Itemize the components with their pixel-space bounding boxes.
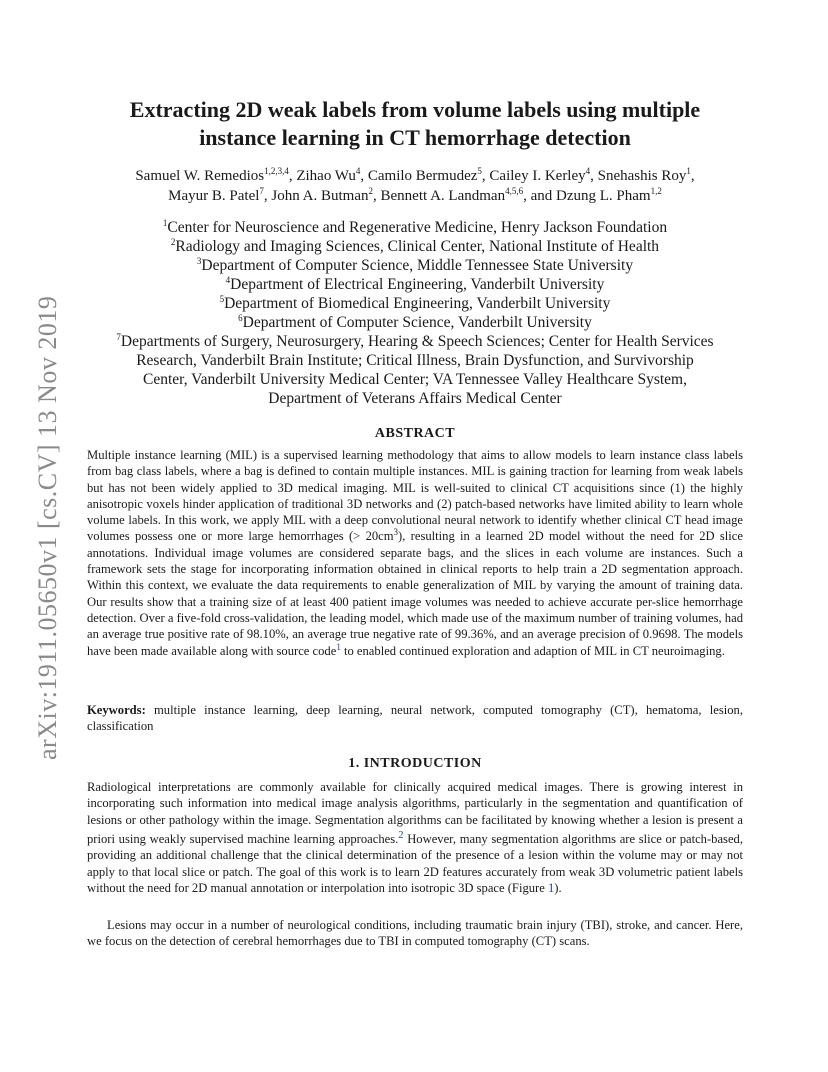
abstract-text: Multiple instance learning (MIL) is a supervised learning methodology that aims to allow models to learn instance class labels from bag class labels, where a bag is defined to contain multiple instances. MIL is gaining traction for learning from weak labels but has not been widely applied to 3D medical imaging. MIL is well-suited to clinical CT acquisitions since (1) the highly anisotropic voxels hinder application of traditional 3D networks and (2) patch-based networks have limited ability to learn whole volume labels. In this work, we apply MIL with a deep convolutional neural network to identify whether clinical CT head image volumes possess one or more large hemorrhages (> $20cm^3$), resulting in a learned 2D model without the need for 2D slice annotations. Individual image volumes are considered separate bags, and the slices in each volume are instances. Such a framework sets the stage for incorporating information obtained in clinical reports to help train a 2D segmentation approach. Within this context, we evaluate the data requirements to enable generalization of MIL by varying the amount of training data. Our results show that a training size of at least 400 patient image volumes was needed to achieve accurate per-slice hemorrhage detection. Over a five-fold cross-validation, the leading model, which made use of the maximum number of training volumes, had an average true positive rate of 98.10%, an average true negative rate of 99.36%, and an average precision of 0.9698. The models have been made available along with source code$^1$ to enabled continued exploration and adaption of MIL in CT neuroimaging.: [87, 448, 743, 658]
figure-reference-link[interactable]: 1: [547, 880, 555, 895]
affiliation-7: $^7$Departments of Surgery, Neurosurgery, Hearing & Speech Sciences; Center for Health Services Research, Vanderbilt Brain Institute; Critical Illness, Brain Dysfunction, and Survivorship Center, Vanderbilt University Medical Center; VA Tennessee Valley Healthcare System, Department of Veterans Affairs Medical Center: [116, 331, 714, 407]
introduction-paragraph-2: Lesions may occur in a number of neurological conditions, including traumatic brain injury (TBI), stroke, and cancer. Here, we focus on the detection of cerebral hemorrhages due to TBI in computed tomography (CT) scans.: [87, 918, 743, 949]
abstract-heading: ABSTRACT: [374, 426, 456, 441]
footnote-link[interactable]: 1: [336, 641, 341, 652]
introduction-paragraph-1: Radiological interpretations are commonly available for clinically acquired medical images. There is growing interest in incorporating such information into medical image analysis algorithms, particularly in the segmentation and quantification of lesions or other pathology within the image. Segmentation algorithms can be facilitated by knowing whether a lesion is present a priori using weakly supervised machine learning approaches.$^2$ However, many segmentation algorithms are slice or patch-based, providing an additional challenge that the clinical determination of the presence of a lesion within the volume may or may not apply to that local slice or patch. The goal of this work is to learn 2D features accurately from weak 3D volumetric patient labels without the need for 2D manual annotation or interpolation into isotropic 3D space (Figure 1).: [87, 780, 743, 895]
keywords-label: Keywords:: [87, 703, 146, 717]
citation-link[interactable]: 2: [398, 829, 404, 841]
affiliation: $^1$Center for Neuroscience and Regenerative Medicine, Henry Jackson Foundation: [162, 217, 668, 236]
paper-title: [70, 96, 760, 152]
author: Bennett A. Landman$^{4,5,6}$, and: [380, 186, 556, 204]
title-line-1: Extracting 2D weak labels from volume labels using multiple: [129, 97, 701, 122]
affiliation: $^4$Department of Electrical Engineering, Vanderbilt University: [225, 274, 605, 293]
keywords: [87, 702, 743, 735]
title-line-2: instance learning in CT hemorrhage detection: [199, 125, 631, 150]
author: Cailey I. Kerley$^4$,: [489, 166, 598, 184]
author: Snehashis Roy$^1$,: [597, 166, 695, 184]
keywords-text: multiple instance learning, deep learning, neural network, computed tomography (CT), hematoma, lesion, classification: [87, 703, 743, 734]
introduction-heading: 1. INTRODUCTION: [348, 756, 482, 771]
author: John A. Butman$^2$,: [271, 186, 381, 204]
author: Dzung L. Pham$^{1,2}$: [556, 186, 662, 204]
author: Zihao Wu$^4$,: [296, 166, 368, 184]
author: Mayur B. Patel$^7$,: [168, 186, 272, 204]
author-list: [70, 166, 760, 206]
affiliation: $^3$Department of Computer Science, Middle Tennessee State University: [196, 255, 634, 274]
affiliation: $^5$Department of Biomedical Engineering, Vanderbilt University: [219, 293, 611, 312]
arxiv-identifier-stamp[interactable]: arXiv:1911.05650v1 [cs.CV] 13 Nov 2019: [33, 295, 62, 760]
affiliation: $^6$Department of Computer Science, Vanderbilt University: [238, 312, 592, 331]
affiliation-list: [70, 218, 760, 408]
author: Samuel W. Remedios$^{1,2,3,4}$,: [135, 166, 297, 184]
author: Camilo Bermudez$^5$,: [367, 166, 490, 184]
affiliation: $^2$Radiology and Imaging Sciences, Clinical Center, National Institute of Health: [170, 236, 660, 255]
